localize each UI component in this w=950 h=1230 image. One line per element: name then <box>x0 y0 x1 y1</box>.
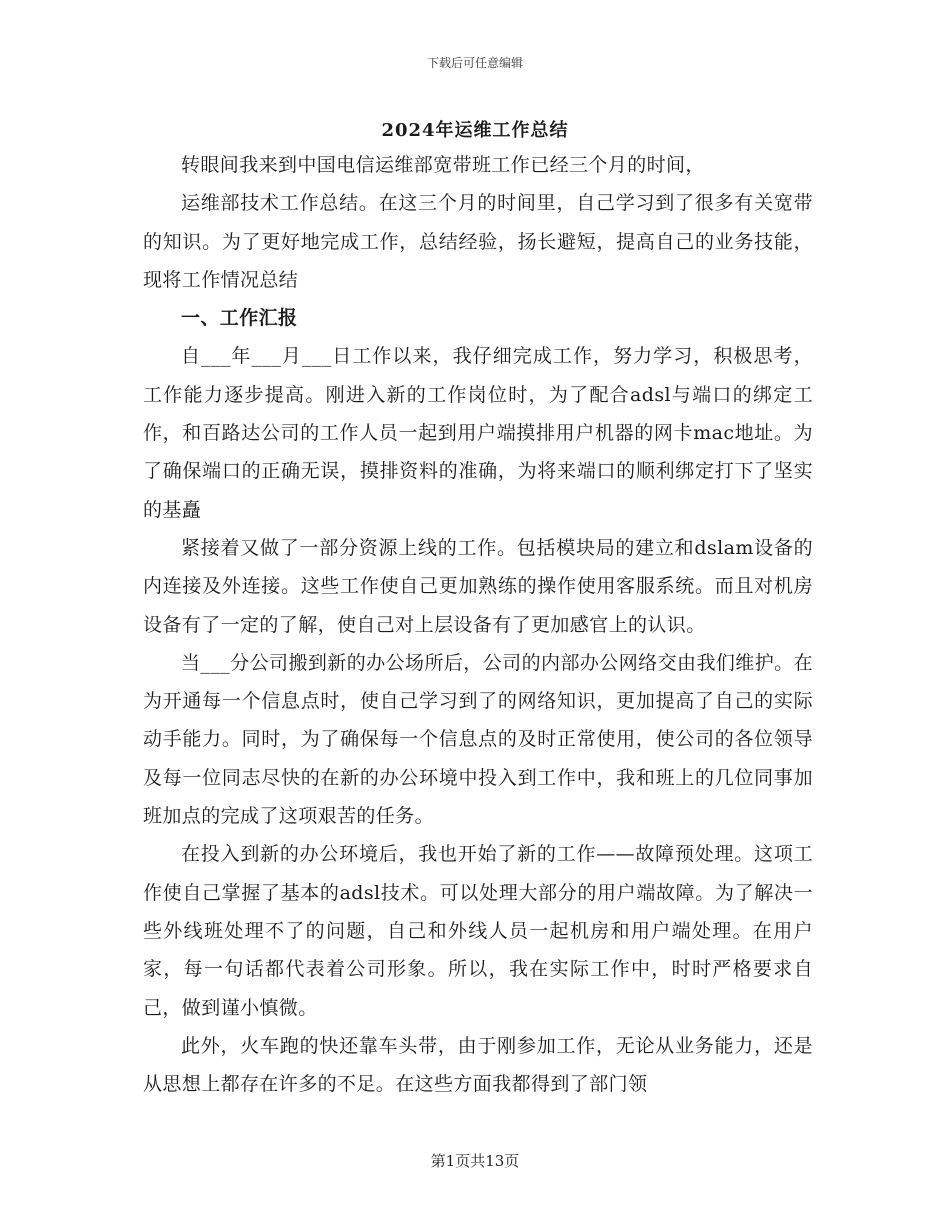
paragraph-work-5: 此外，火车跑的快还靠车头带，由于刚参加工作，无论从业务能力，还是从思想上都存在许多的不足。在这些方面我都得到了部门领 <box>143 1034 813 1096</box>
paragraph-intro-2: 运维部技术工作总结。在这三个月的时间里，自己学习到了很多有关宽带的知识。为了更好地完成工作，总结经验，扬长避短，提高自己的业务技能，现将工作情况总结 <box>143 192 813 291</box>
section-heading: 一、工作汇报 <box>181 307 298 330</box>
paragraph-work-4: 在投入到新的办公环境后，我也开始了新的工作——故障预处理。这项工作使自己掌握了基本的adsl技术。可以处理大部分的用户端故障。为了解决一些外线班处理不了的问题，自己和外线人员一起机房和用户端处理。在用户家，每一句话都代表着公司形象。所以，我在实际工作中，时时严格要求自己，做到谨小慎微。 <box>143 843 813 1019</box>
page-number: 第1页共13页 <box>430 1152 520 1170</box>
page-header-note: 下载后可任意编辑 <box>426 56 523 70</box>
paragraph-work-2: 紧接着又做了一部分资源上线的工作。包括模块局的建立和dslam设备的内连接及外连接。这些工作使自己更加熟练的操作使用客服系统。而且对机房设备有了一定的了解，使自己对上层设备有了更加感官上的认识。 <box>143 536 813 636</box>
document-title: 2024年运维工作总结 <box>381 120 569 141</box>
document-body <box>143 146 813 1103</box>
paragraph-work-1: 自___年___月___日工作以来，我仔细完成工作，努力学习，积极思考，工作能力逐步提高。刚进入新的工作岗位时，为了配合adsl与端口的绑定工作，和百路达公司的工作人员一起到用户端摸排用户机器的网卡mac地址。为了确保端口的正确无误，摸排资料的准确，为将来端口的顺利绑定打下了坚实的基矗 <box>143 345 813 521</box>
paragraph-intro-1: 转眼间我来到中国电信运维部宽带班工作已经三个月的时间， <box>181 154 705 176</box>
paragraph-work-3: 当___分公司搬到新的办公场所后，公司的内部办公网络交由我们维护。在为开通每一个信息点时，使自己学习到了的网络知识，更加提高了自己的实际动手能力。同时，为了确保每一个信息点的及时正常使用，使公司的各位领导及每一位同志尽快的在新的办公环境中投入到工作中，我和班上的几位同事加班加点的完成了这项艰苦的任务。 <box>143 651 813 828</box>
